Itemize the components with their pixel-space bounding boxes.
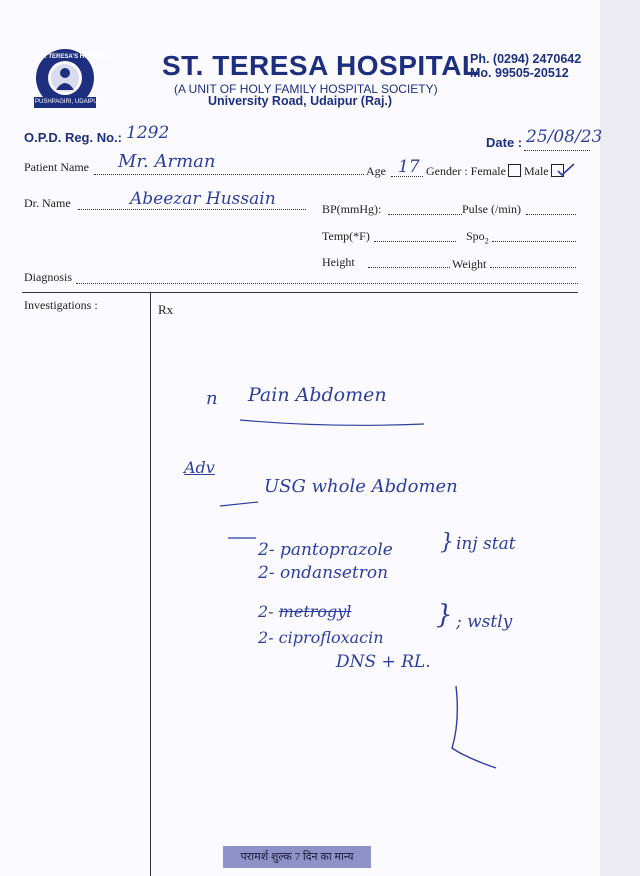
dash-2 [226, 532, 260, 544]
doctor-name-value: Abeezar Hussain [130, 189, 276, 209]
patient-name-value: Mr. Arman [118, 151, 216, 172]
medicine-4: 2- ciprofloxacin [258, 628, 384, 647]
weight-line [490, 267, 576, 268]
temp-line [374, 241, 456, 242]
medicine-3-name: metrogyl [278, 602, 352, 621]
male-label: Male [523, 164, 549, 178]
gender-female-label: Gender : Female [426, 164, 506, 178]
hospital-name: ST. TERESA HOSPITAL [162, 50, 480, 81]
opd-label: O.P.D. Reg. No.: [24, 130, 122, 145]
spo-text: Spo [466, 229, 485, 243]
pulse-label: Pulse (/min) [462, 202, 521, 216]
weight-label: Weight [452, 257, 487, 271]
doctor-name-line [78, 209, 306, 210]
patient-name-label: Patient Name [24, 160, 89, 174]
date-label: Date : [486, 135, 523, 150]
diagnosis-label: Diagnosis [24, 270, 72, 284]
bracket-2: } [436, 600, 453, 630]
diagnosis-line [76, 283, 578, 284]
wstly-note: ; wstly [456, 612, 513, 632]
bp-label: BP(mmHg): [322, 202, 382, 216]
bracket-1: } [440, 530, 454, 555]
complaint-underline [238, 412, 428, 432]
pulse-line [526, 214, 576, 215]
age-label: Age [366, 164, 386, 178]
phone-number: Ph. (0294) 2470642 [470, 52, 582, 66]
mobile-number: Mo. 99505-20512 [470, 66, 569, 80]
consultation-validity-note: परामर्श शुल्क 7 दिन का मान्य [223, 846, 371, 868]
medicine-4-name: ciprofloxacin [278, 628, 384, 647]
rx-marker: n [206, 388, 218, 409]
logo-text-top: ST. TERESA'S HOSPITAL [38, 54, 110, 60]
stat-note: inj stat [456, 534, 516, 554]
temp-label: Temp(*F) [322, 229, 370, 243]
rx-label: Rx [158, 302, 174, 317]
height-line [368, 267, 450, 268]
hospital-address: University Road, Udaipur (Raj.) [208, 94, 393, 108]
gender-label [426, 164, 564, 179]
doctor-name-label: Dr. Name [24, 196, 71, 210]
medicine-1-name: pantoprazole [279, 540, 393, 560]
spo-subscript: 2 [484, 236, 489, 246]
age-value: 17 [398, 157, 420, 177]
section-divider [22, 292, 578, 293]
medicine-2: 2- ondansetron [258, 563, 389, 583]
doctor-signature [440, 682, 510, 774]
complaint: Pain Abdomen [248, 384, 387, 406]
bp-line [388, 214, 462, 215]
investigation-item: USG whole Abdomen [264, 476, 458, 497]
medicine-2-name: ondansetron [279, 563, 389, 583]
dash-1 [218, 498, 262, 510]
spo-label [466, 229, 489, 245]
female-checkbox[interactable] [508, 164, 521, 177]
hospital-subtitle: (A UNIT OF HOLY FAMILY HOSPITAL SOCIETY) [174, 82, 438, 96]
medicine-1: 2- pantoprazole [258, 540, 393, 560]
opd-value: 1292 [126, 123, 170, 143]
date-value: 25/08/23 [526, 127, 603, 147]
investigations-label: Investigations : [24, 298, 98, 312]
page-edge [600, 0, 640, 876]
logo-text-bottom: PUSHPAGIRI, UDAIPUR [35, 99, 102, 105]
spo-line [492, 241, 576, 242]
height-label: Height [322, 255, 355, 269]
male-check-mark [556, 162, 576, 178]
advice-label: Adv [184, 458, 215, 477]
iv-fluids: DNS + RL. [336, 652, 431, 672]
medicine-3: 2- metrogyl [258, 602, 352, 621]
column-divider [150, 293, 151, 876]
date-underline [524, 150, 590, 151]
patient-name-line [94, 174, 364, 175]
